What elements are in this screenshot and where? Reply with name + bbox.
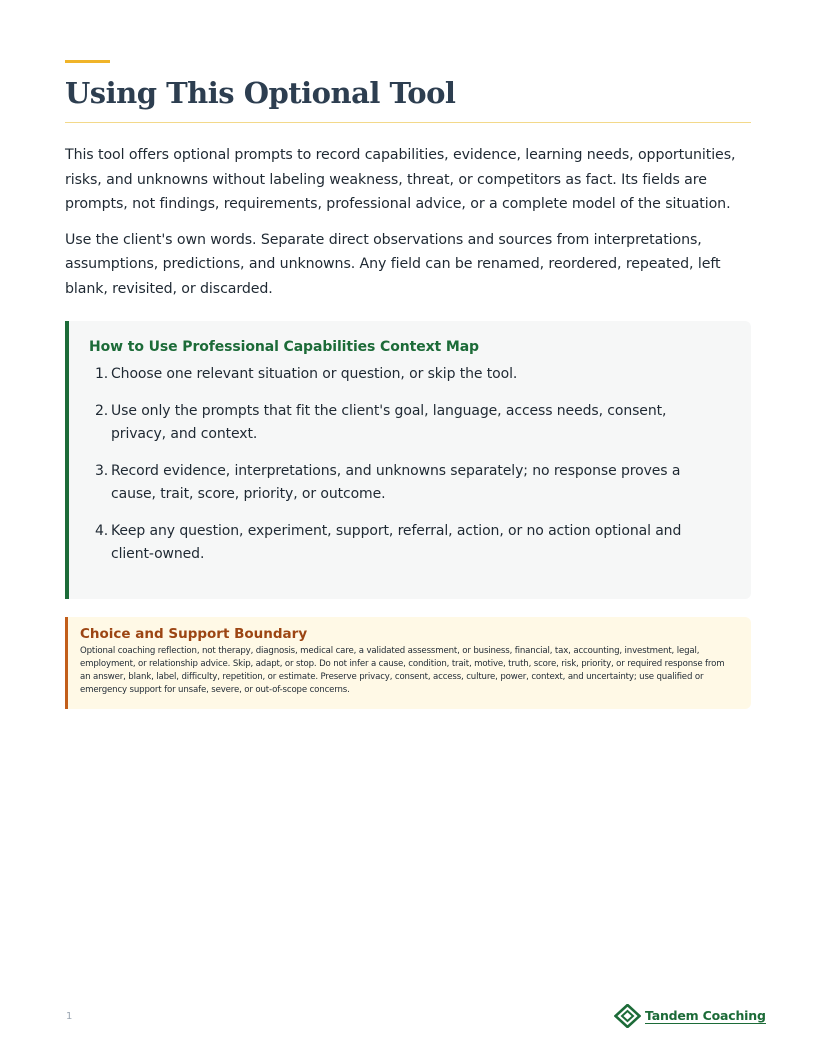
how-to-title: How to Use Professional Capabilities Context Map: [89, 339, 479, 355]
title-accent-bar: [65, 60, 110, 63]
how-to-list: [89, 363, 731, 566]
intro-section: [65, 143, 755, 312]
boundary-title: Choice and Support Boundary: [80, 626, 308, 642]
list-item: [95, 363, 731, 386]
list-item-number: 1.: [95, 366, 109, 382]
list-item-number: 4.: [95, 523, 109, 539]
list-item-text: Use only the prompts that fit the client's goal, language, access needs, consent, privacy, and context.: [111, 403, 667, 442]
how-to-box: [65, 321, 751, 599]
brand-name: Tandem Coaching: [645, 1008, 766, 1023]
title-divider: [65, 122, 751, 123]
list-item: [95, 520, 731, 566]
brand-logo: [614, 1004, 766, 1028]
list-item-number: 3.: [95, 463, 109, 479]
diamond-logo-icon: [614, 1004, 641, 1028]
intro-paragraph-1: This tool offers optional prompts to record capabilities, evidence, learning needs, opportunities, risks, and unknowns without labeling weakness, threat, or competitors as fact. Its fields are prompts, not findings, requirements, professional advice, or a complete model of the situation.: [65, 147, 736, 212]
intro-paragraph-2: Use the client's own words. Separate direct observations and sources from interpretations, assumptions, predictions, and unknowns. Any field can be renamed, reordered, repeated, left blank, revisited, or discarded.: [65, 231, 721, 297]
page-title: Using This Optional Tool: [65, 76, 456, 110]
page-number: 1: [66, 1011, 73, 1022]
list-item-text: Record evidence, interpretations, and unknowns separately; no response proves a cause, trait, score, priority, or outcome.: [111, 463, 681, 502]
list-item-text: Keep any question, experiment, support, referral, action, or no action optional and client-owned.: [111, 523, 682, 562]
boundary-text: Optional coaching reflection, not therapy, diagnosis, medical care, a validated assessment, or business, financial, tax, accounting, investment, legal, employment, or relationship advice. Skip, adapt, or stop. Do not infer a cause, condition, trait, motive, truth, score, risk, priority, or required response from an answer, blank, label, difficulty, repetition, or estimate. Preserve privacy, consent, access, culture, power, context, and uncertainty; use qualified or emergency support for unsafe, severe, or out-of-scope concerns.: [80, 646, 725, 695]
list-item: [95, 400, 731, 446]
list-item: [95, 460, 731, 506]
boundary-box: [65, 617, 751, 709]
list-item-text: Choose one relevant situation or question, or skip the tool.: [111, 366, 518, 382]
list-item-number: 2.: [95, 403, 109, 419]
